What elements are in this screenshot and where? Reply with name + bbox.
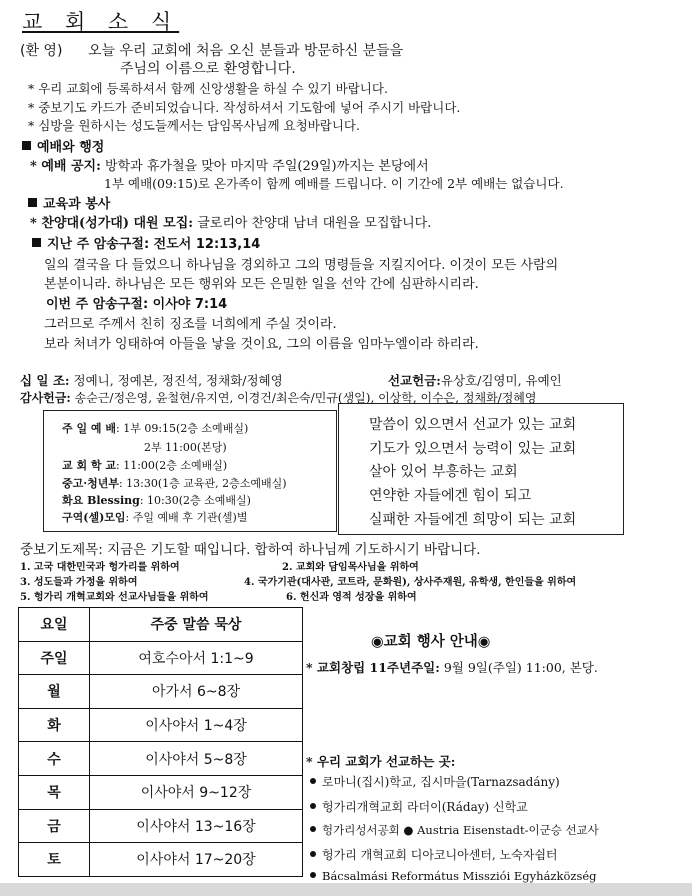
choir-recruit-label: * 찬양대(성가대) 대원 모집:	[30, 216, 194, 231]
mission-item	[310, 773, 560, 790]
bullet-icon	[310, 778, 316, 784]
last-verse-line-1: 일의 결국을 다 들었으니 하나님을 경외하고 그의 명령들을 지킬지어다. 이것이 모든 사람의	[44, 258, 559, 273]
thanks-offering-label: 감사헌금:	[20, 391, 71, 405]
schedule-row	[62, 509, 247, 525]
table-row	[19, 775, 303, 809]
missions-heading: * 우리 교회가 선교하는 곳:	[306, 754, 456, 769]
mission-offering-label: 선교헌금:	[388, 373, 441, 388]
bullet-icon	[310, 851, 316, 857]
tithe-line	[20, 371, 283, 389]
this-verse-line-2: 보라 처녀가 잉태하여 아들을 낳을 것이요, 그의 이름을 임마누엘이라 하리라.	[44, 337, 479, 352]
table-row	[19, 708, 303, 742]
table-cell-day: 목	[19, 775, 90, 809]
mission-item-text: 헝가리개혁교회 라더이(Ráday) 신학교	[322, 800, 528, 814]
event-label: * 교회창립 11주년주일:	[306, 660, 440, 675]
schedule-label: 화요 Blessing	[62, 494, 140, 507]
section-heading-education	[28, 193, 110, 212]
table-header: 주중 말씀 묵상	[90, 608, 303, 642]
event-text: 9월 9일(주일) 11:00, 본당.	[443, 660, 598, 675]
section-heading-text: 교육과 봉사	[43, 197, 111, 212]
mission-item	[310, 869, 597, 883]
this-verse-label: 이번 주 암송구절: 이사야 7:14	[46, 297, 228, 312]
last-verse-label	[32, 233, 260, 252]
motto-line: 살아 있어 부흥하는 교회	[369, 464, 518, 480]
table-row	[19, 675, 303, 709]
table-row	[19, 843, 303, 877]
table-cell-verse: 이사야서 5~8장	[90, 742, 303, 776]
schedule-label: 구역(셀)모임	[62, 511, 126, 524]
prayer-item: 2. 교회와 담임목사님을 위하여	[282, 562, 419, 573]
table-cell-verse: 이사야서 13~16장	[90, 809, 303, 843]
schedule-row	[144, 439, 227, 455]
mission-item-text: 헝가리성서공회 ● Austria Eisenstadt-이군승 선교사	[322, 823, 599, 837]
table-cell-verse: 이사야서 9~12장	[90, 775, 303, 809]
schedule-text: : 10:30(2층 소예배실)	[139, 494, 251, 507]
mission-offering-line	[388, 371, 562, 389]
notice-item: * 심방을 원하시는 성도들께서는 담임목사님께 요청바랍니다.	[28, 118, 360, 133]
table-header: 요일	[19, 608, 90, 642]
schedule-row	[62, 457, 227, 473]
schedule-text: : 주일 예배 후 기관(셀)별	[125, 511, 248, 524]
motto-line: 연약한 자들에겐 힘이 되고	[369, 488, 532, 504]
table-cell-verse: 여호수아서 1:1~9	[90, 641, 303, 675]
motto-box	[338, 403, 624, 535]
mission-item	[310, 846, 558, 863]
table-row	[19, 809, 303, 843]
mission-item-text: 로마니(집시)학교, 집시마을(Tarnazsadány)	[322, 775, 560, 789]
table-cell-verse: 아가서 6~8장	[90, 675, 303, 709]
bullet-icon	[310, 803, 316, 809]
worship-notice-text: 방학과 휴가철을 맞아 마지막 주일(29일)까지는 본당에서	[105, 159, 429, 174]
schedule-box	[43, 410, 337, 532]
square-bullet-icon	[22, 141, 31, 150]
section-heading-worship	[22, 136, 104, 155]
schedule-text: 2부 11:00(본당)	[144, 441, 227, 454]
events-heading: ◉교회 행사 안내◉	[371, 634, 491, 650]
square-bullet-icon	[32, 238, 41, 247]
welcome-line-2: 주님의 이름으로 환영합니다.	[120, 61, 296, 77]
prayer-item: 3. 성도들과 가정을 위하여	[20, 577, 138, 588]
prayer-item: 1. 고국 대한민국과 헝가리를 위하여	[20, 562, 180, 573]
prayer-item: 4. 국가기관(대사관, 코트라, 문화원), 상사주재원, 유학생, 한인들을 위하여	[244, 577, 577, 588]
prayer-item: 6. 헌신과 영적 성장을 위하여	[286, 592, 417, 603]
square-bullet-icon	[28, 198, 37, 207]
notice-item: * 우리 교회에 등록하셔서 함께 신앙생활을 하실 수 있기 바랍니다.	[28, 81, 388, 96]
tithe-label: 십 일 조:	[20, 373, 70, 388]
page-bottom-bar	[0, 883, 692, 896]
schedule-text: : 11:00(2층 소예배실)	[116, 459, 228, 472]
schedule-label: 주 일 예 배	[62, 422, 116, 435]
schedule-row	[62, 492, 251, 508]
worship-notice-line-2: 1부 예배(09:15)로 온가족이 함께 예배를 드립니다. 이 기간에 2부 예배는 없습니다.	[104, 176, 564, 191]
table-cell-verse: 이사야서 1~4장	[90, 708, 303, 742]
tithe-names: 정예니, 정예본, 정진석, 정채화/정혜영	[73, 373, 283, 388]
choir-recruit-text: 글로리아 찬양대 남녀 대원을 모집합니다.	[197, 216, 432, 231]
bullet-icon	[310, 826, 316, 832]
table-cell-day: 주일	[19, 641, 90, 675]
thanks-offering-names: 송순근/정은영, 윤철현/유지연, 이경건/최은숙/민규(생일), 이상학, 이수은, 정채화/정혜영	[74, 391, 537, 405]
schedule-text: : 1부 09:15(2층 소예배실)	[116, 422, 249, 435]
last-verse-line-2: 본분이니라. 하나님은 모든 행위와 모든 은밀한 일을 선악 간에 심판하시리라.	[44, 277, 479, 292]
last-verse-label-text: 지난 주 암송구절: 전도서 12:13,14	[47, 237, 261, 252]
table-cell-day: 월	[19, 675, 90, 709]
mission-offering-names: 유상호/김영미, 유예인	[440, 373, 562, 388]
event-item	[306, 658, 598, 676]
prayer-item: 5. 헝가리 개혁교회와 선교사님들을 위하여	[20, 592, 209, 603]
worship-notice-line-1	[30, 155, 429, 174]
mission-item-text: 헝가리 개혁교회 디아코니아센터, 노숙자쉼터	[322, 848, 558, 862]
table-cell-verse: 이사야서 17~20장	[90, 843, 303, 877]
motto-line: 기도가 있으면서 능력이 있는 교회	[369, 441, 577, 457]
choir-recruit	[30, 212, 431, 231]
weekly-verse-table	[18, 607, 303, 877]
motto-line: 말씀이 있으면서 선교가 있는 교회	[369, 417, 577, 433]
schedule-label: 교 회 학 교	[62, 459, 116, 472]
mission-item-text: Bácsalmási Református Missziói Egyházközség	[322, 869, 597, 883]
table-cell-day: 금	[19, 809, 90, 843]
mission-item	[310, 798, 528, 815]
welcome-label: (환 영)	[20, 43, 63, 59]
schedule-row	[62, 420, 248, 436]
notice-item: * 중보기도 카드가 준비되었습니다. 작성하셔서 기도함에 넣어 주시기 바랍니다.	[28, 100, 461, 115]
motto-line: 실패한 자들에겐 희망이 되는 교회	[369, 512, 577, 528]
schedule-label: 중고·청년부	[62, 477, 119, 490]
table-row	[19, 742, 303, 776]
schedule-text: : 13:30(1층 교육관, 2층소예배실)	[118, 477, 287, 490]
page-title: 교 회 소 식	[22, 10, 180, 34]
section-heading-text: 예배와 행정	[37, 140, 105, 155]
bullet-icon	[310, 872, 316, 878]
table-row	[19, 641, 303, 675]
table-header-row	[19, 608, 303, 642]
table-cell-day: 화	[19, 708, 90, 742]
mission-item	[310, 822, 599, 838]
worship-notice-label: * 예배 공지:	[30, 159, 101, 174]
welcome-line-1: 오늘 우리 교회에 처음 오신 분들과 방문하신 분들을	[88, 43, 404, 59]
prayer-heading: 중보기도제목: 지금은 기도할 때입니다. 합하여 하나님께 기도하시기 바랍니다.	[20, 542, 481, 558]
schedule-row	[62, 475, 287, 491]
this-verse-line-1: 그러므로 주께서 친히 징조를 너희에게 주실 것이라.	[44, 317, 337, 332]
table-cell-day: 토	[19, 843, 90, 877]
table-cell-day: 수	[19, 742, 90, 776]
